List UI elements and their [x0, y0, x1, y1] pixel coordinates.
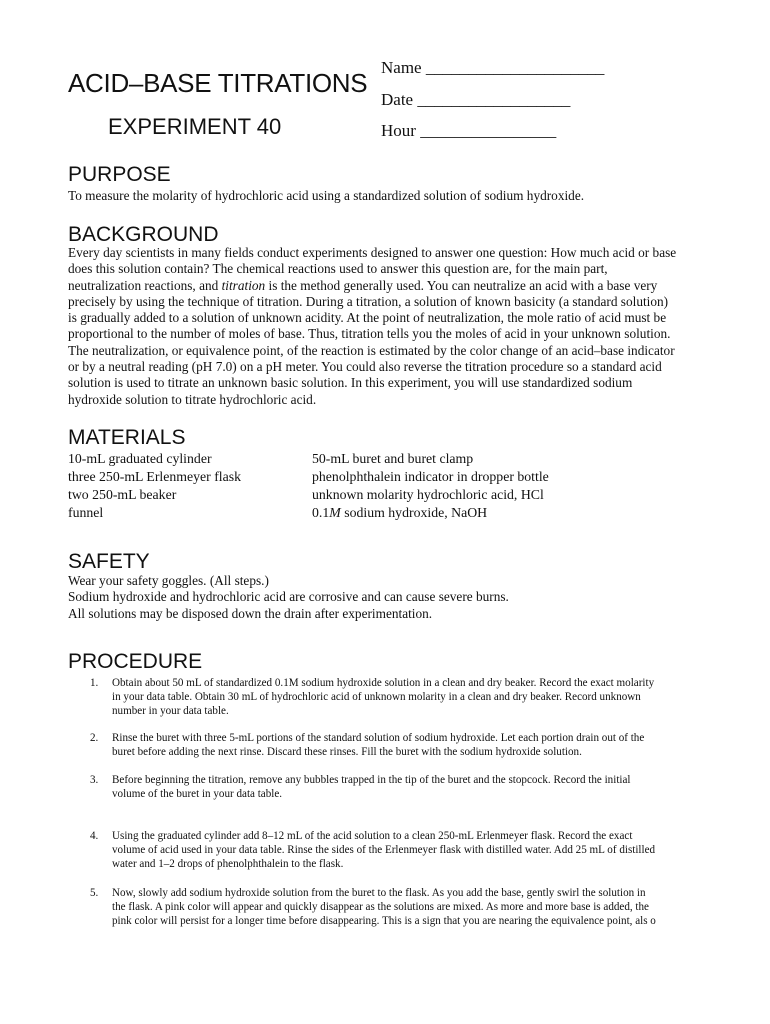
material-item-part: 0.1	[312, 505, 330, 520]
document-title: ACID–BASE TITRATIONS	[68, 68, 368, 98]
background-line: does this solution contain? The chemical reactions used to answer this question are, for the main part,	[68, 261, 608, 277]
safety-line: Wear your safety goggles. (All steps.)	[68, 573, 269, 588]
step-number: 1.	[90, 677, 99, 689]
material-item: funnel	[68, 505, 104, 520]
safety-line: Sodium hydroxide and hydrochloric acid are corrosive and can cause severe burns.	[68, 589, 509, 605]
procedure-heading: PROCEDURE	[68, 650, 203, 673]
background-line-part: is the method generally used. You can neutralize an acid with a base very	[265, 277, 658, 293]
step-text	[112, 886, 710, 929]
background-line-part: neutralization reactions, and	[68, 277, 222, 293]
step-text	[112, 773, 710, 801]
material-item: two 250-mL beaker	[68, 487, 177, 502]
step-line: water and 1–2 drops of phenolphthalein to the flask.	[112, 858, 344, 871]
background-line	[68, 278, 708, 294]
hour-field[interactable]: Hour ________________	[381, 121, 557, 140]
step-line: Using the graduated cylinder add 8–12 mL of the acid solution to a clean 250-mL Erlenmeyer flask. Record the exact	[112, 830, 633, 842]
step-line: Rinse the buret with three 5-mL portions of the standard solution of sodium hydroxide. Let each portion drain out of the	[112, 732, 645, 744]
titration-term: titration	[221, 277, 266, 293]
step-text	[112, 731, 710, 759]
materials-list-left	[68, 450, 241, 522]
material-item: phenolphthalein indicator in dropper bottle	[312, 469, 549, 484]
step-line: volume of the buret in your data table.	[112, 788, 283, 801]
safety-list	[68, 573, 708, 622]
step-line: the flask. A pink color will appear and quickly disappear as the solutions are mixed. As more and more base is added, the	[112, 901, 649, 914]
material-item: unknown molarity hydrochloric acid, HCl	[312, 487, 544, 502]
step-number: 4.	[90, 830, 99, 842]
step-line: pink color will persist for a longer time before disappearing. This is a sign that you are nearing the equivalence point, als o	[112, 915, 656, 928]
step-line: volume of acid used in your data table. Rinse the sides of the Erlenmeyer flask with distilled water. Add 25 mL of distilled	[112, 844, 656, 857]
background-paragraph	[68, 245, 708, 408]
step-line: Before beginning the titration, remove any bubbles trapped in the tip of the buret and the stopcock. Record the initial	[112, 774, 631, 786]
background-heading: BACKGROUND	[68, 223, 219, 246]
step-line: Obtain about 50 mL of standardized 0.1M sodium hydroxide solution in a clean and dry beaker. Record the exact molarity	[112, 677, 655, 689]
safety-line: All solutions may be disposed down the drain after experimentation.	[68, 605, 433, 621]
purpose-text: To measure the molarity of hydrochloric acid using a standardized solution of sodium hydroxide.	[68, 188, 585, 203]
materials-list-right	[312, 450, 549, 522]
material-item: three 250-mL Erlenmeyer flask	[68, 469, 242, 484]
materials-heading: MATERIALS	[68, 426, 186, 449]
step-text	[112, 676, 710, 719]
background-line: or by a neutral reading (pH 7.0) on a pH meter. You could also reverse the titration procedure so a standard acid	[68, 359, 662, 375]
step-line: in your data table. Obtain 30 mL of hydrochloric acid of unknown molarity in a clean and dry beaker. Record unknown	[112, 691, 641, 704]
background-line: solution is used to titrate an unknown basic solution. In this experiment, you will use standardized sodium	[68, 375, 633, 391]
step-number: 2.	[90, 732, 99, 744]
step-line: number in your data table.	[112, 705, 229, 718]
molarity-unit: M	[329, 505, 341, 520]
safety-heading: SAFETY	[68, 550, 150, 573]
background-line: proportional to the number of moles of base. Thus, titration tells you the moles of acid in your unknown solution.	[68, 326, 671, 342]
experiment-number: EXPERIMENT 40	[108, 114, 282, 139]
step-number: 3.	[90, 774, 99, 786]
date-field[interactable]: Date __________________	[381, 90, 571, 109]
background-line: precisely by using the technique of titration. During a titration, a solution of known basicity (a standard solution)	[68, 293, 669, 309]
background-line: Every day scientists in many fields conduct experiments designed to answer one question: How much acid or base	[68, 245, 677, 260]
material-item: 50-mL buret and buret clamp	[312, 451, 474, 466]
background-line: is gradually added to a solution of unknown acidity. At the point of neutralization, the mole ratio of acid must be	[68, 310, 667, 326]
step-number: 5.	[90, 887, 99, 899]
step-line: buret before adding the next rinse. Discard these rinses. Fill the buret with the sodium hydroxide solution.	[112, 746, 582, 759]
step-text	[112, 829, 710, 872]
name-field[interactable]: Name _____________________	[381, 58, 605, 77]
background-line: hydroxide solution to titrate hydrochloric acid.	[68, 391, 317, 407]
material-item: 10-mL graduated cylinder	[68, 451, 212, 466]
purpose-heading: PURPOSE	[68, 163, 171, 186]
background-line: The neutralization, or equivalence point, of the reaction is estimated by the color change of an acid–base indicator	[68, 342, 675, 358]
step-line: Now, slowly add sodium hydroxide solution from the buret to the flask. As you add the base, gently swirl the solution in	[112, 887, 646, 899]
material-item-part: sodium hydroxide, NaOH	[340, 505, 488, 520]
material-item	[312, 504, 549, 522]
